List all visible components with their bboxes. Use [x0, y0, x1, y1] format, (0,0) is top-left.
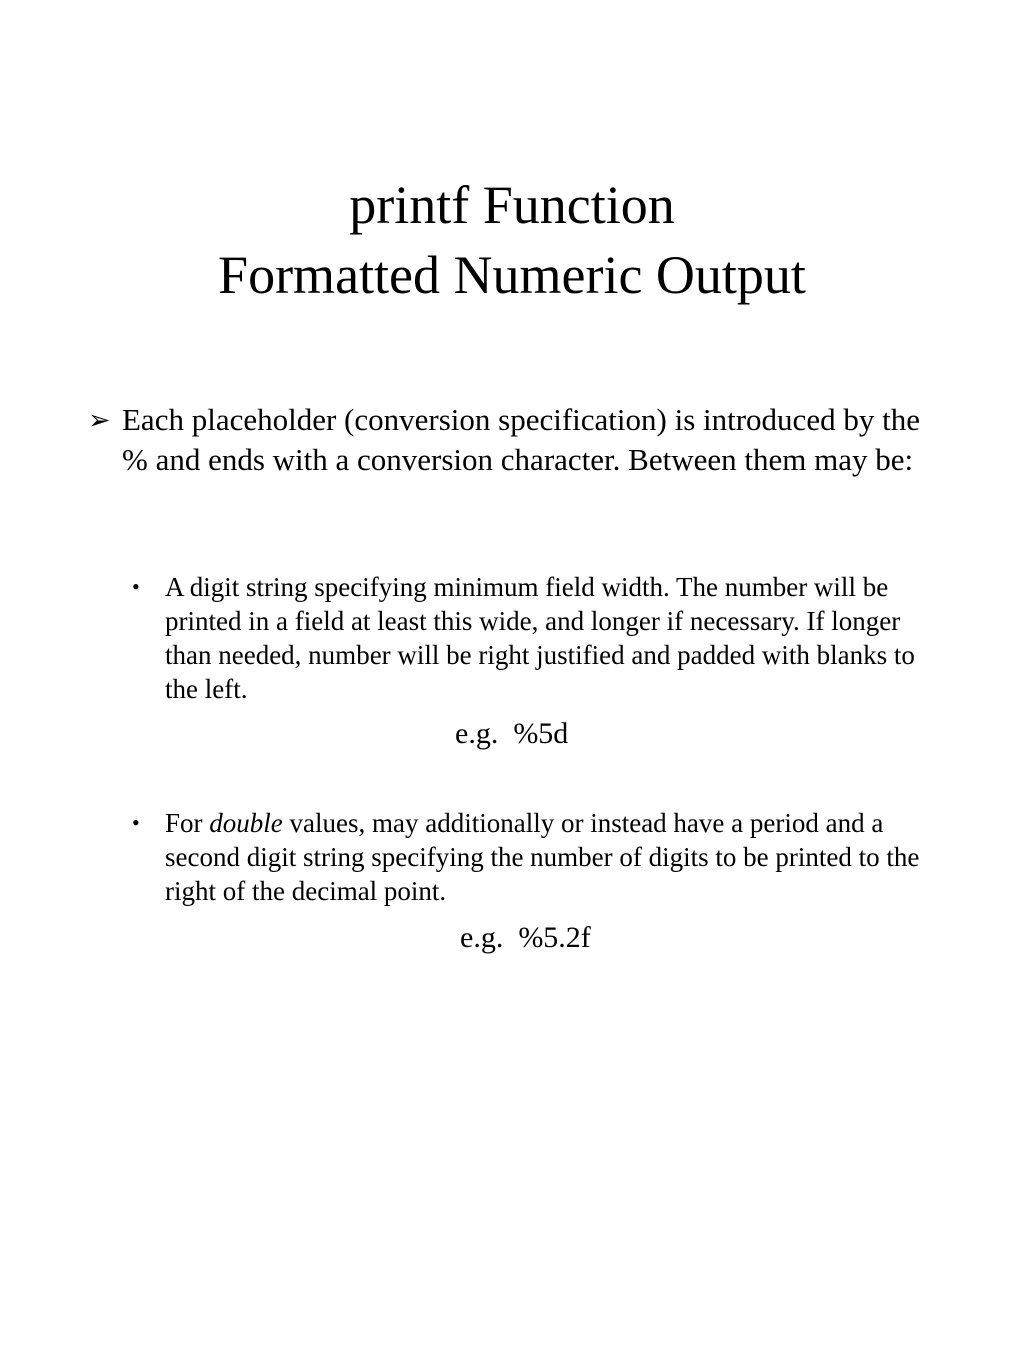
title-line-2: Formatted Numeric Output — [218, 245, 806, 305]
bullet-dot-icon: • — [132, 810, 140, 835]
sub-bullet-2-prefix: For — [165, 808, 210, 838]
title-line-1: printf Function — [349, 175, 675, 235]
main-bullet-text: Each placeholder (conversion specification) is introduced by the % and ends with a conversion character. Between them may be: — [122, 402, 920, 477]
main-bullet-point — [88, 400, 928, 480]
example-2: e.g. %5.2f — [460, 921, 591, 954]
example-1: e.g. %5d — [455, 717, 569, 750]
slide-title — [0, 170, 1024, 310]
sub-bullet-2-suffix: values, may additionally or instead have a period and a second digit string specifying the number of digits to be printed to the right of the decimal point. — [165, 808, 920, 906]
sub-bullet-2 — [132, 806, 932, 908]
bullet-dot-icon: • — [132, 574, 140, 599]
sub-bullet-1-text: A digit string specifying minimum field width. The number will be printed in a field at least this wide, and longer if necessary. If longer than needed, number will be right justified and padded with blanks to the left. — [165, 572, 915, 704]
sub-bullet-2-text — [165, 806, 932, 908]
sub-bullet-2-emphasis: double — [209, 808, 283, 838]
sub-bullet-1 — [132, 570, 932, 706]
arrow-bullet-icon: ➢ — [88, 405, 111, 435]
